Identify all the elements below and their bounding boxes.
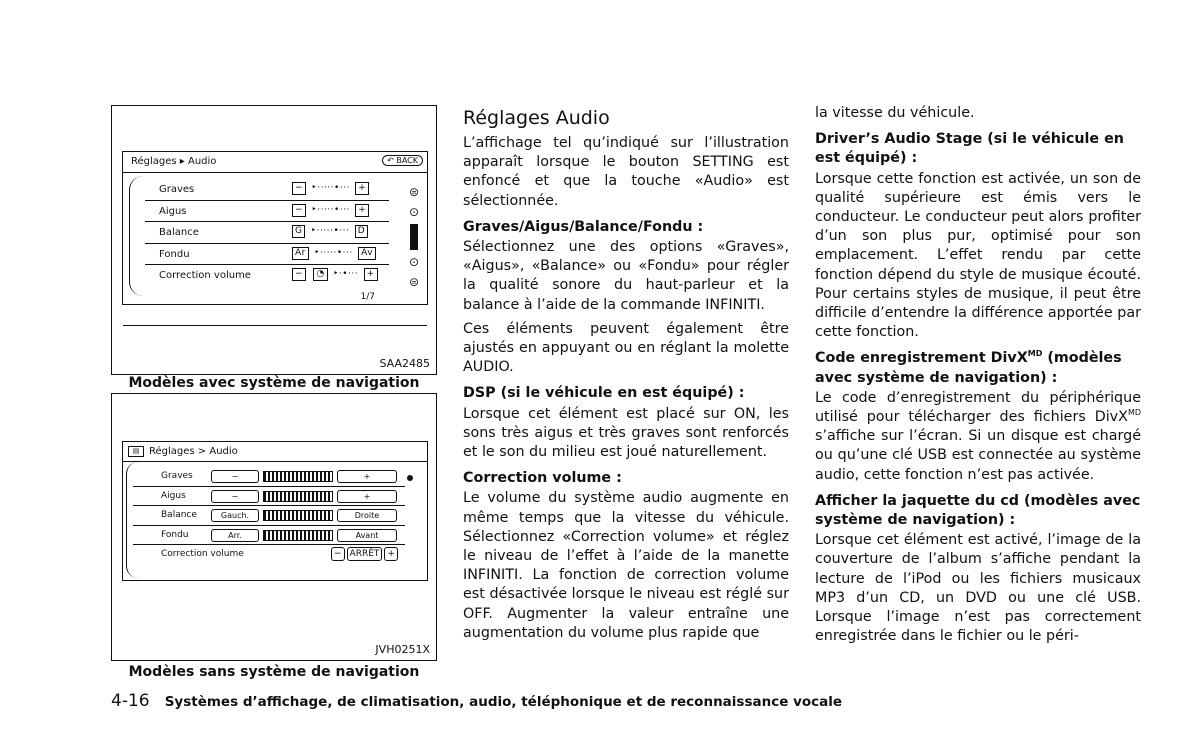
screen-illustration bbox=[122, 441, 428, 581]
subheading-divx: Code enregistrement DivX$^{MD}$ (modèles avec système de navigation) : bbox=[815, 349, 1122, 386]
page-down-icon: ⊜ bbox=[408, 275, 420, 289]
list-item: Balance Gauch. Droite bbox=[133, 506, 405, 526]
page-number: 4-16 bbox=[111, 691, 150, 711]
paragraph: Lorsque cet élément est activé, l’image de la couverture de l’album s’affiche pendant la lecture de l’iPod ou les fichiers musicaux MP3 d’un CD, un DVD ou une clé USB. Lorsque l’image n’est pas correctement enregistrée dans le fichier ou le péri- bbox=[815, 532, 1141, 645]
figure-code: SAA2485 bbox=[379, 357, 430, 370]
paragraph: Le code d’enregistrement du périphérique utilisé pour télécharger des fichiers DivX$^{MD}$ s’affiche sur l’écran. Si un disque est chargé ou qu’une clé USB est connectée au système audio, cette fonction n’est pas activée. bbox=[815, 389, 1141, 483]
settings-icon: ▤ bbox=[128, 446, 144, 457]
figure-caption: Modèles sans système de navigation bbox=[128, 664, 420, 680]
list-item: Fondu Ar ‣·····•··· Av bbox=[145, 244, 389, 266]
subheading-dsp: DSP (si le véhicule en est équipé) : bbox=[463, 385, 745, 402]
paragraph: Lorsque cet élément est placé sur ON, les sons très aigus et très graves sont renforcés et le son du milieu est joué naturellement. bbox=[463, 405, 789, 461]
intro-paragraph: L’affichage tel qu’indiqué sur l’illustration apparaît lorsque le bouton SETTING est enfoncé et que la touche «Audio» est sélectionnée. bbox=[463, 135, 789, 209]
settings-list bbox=[133, 467, 405, 565]
scroll-down-icon: ⊙ bbox=[408, 255, 420, 269]
list-item: Graves − ‣·····•··· + bbox=[145, 179, 389, 201]
page-indicator: 1/7 bbox=[360, 292, 375, 302]
list-item: Correction volume − ◔ ‣·•··· + bbox=[145, 265, 389, 287]
page-up-icon: ⊜ bbox=[408, 185, 420, 199]
list-item: Graves − + bbox=[133, 467, 405, 487]
paragraph: Sélectionnez une des options «Graves», «Aigus», «Balance» ou «Fondu» pour régler la qualité sonore du haut-parleur et la balance à l’aide de la commande INFINITI. bbox=[463, 239, 789, 313]
list-item: Correction volume − ARRÊT + bbox=[133, 545, 405, 565]
subheading-correction: Correction volume : bbox=[463, 470, 622, 487]
figure-caption: Modèles avec système de navigation bbox=[128, 375, 420, 391]
section-title: Réglages Audio bbox=[463, 107, 610, 129]
list-item: Aigus − ‣·····•··· + bbox=[145, 201, 389, 223]
screen-title: Réglages > Audio bbox=[149, 446, 238, 457]
scrollbar-thumb bbox=[410, 224, 418, 250]
figure-navigation-audio-screen bbox=[111, 105, 437, 375]
paragraph: Le volume du système audio augmente en même temps que la vitesse du véhicule. Sélectionnez «Correction volume» et réglez le niveau de l’effet à l’aide de la manette INFINITI. La fonction de correction volume est désactivée lorsque le niveau est réglé sur OFF. Augmenter la valeur entraîne une augmentation du volume plus rapide que bbox=[463, 490, 789, 641]
scroll-up-icon: ⊙ bbox=[408, 205, 420, 219]
level-bar bbox=[263, 510, 333, 521]
screen-illustration bbox=[122, 151, 428, 305]
cursor-dot bbox=[407, 475, 413, 481]
subheading-jaquette: Afficher la jaquette du cd (modèles avec système de navigation) : bbox=[815, 492, 1141, 529]
level-bar bbox=[263, 471, 333, 482]
back-button: ↶ BACK bbox=[382, 155, 423, 166]
level-bar bbox=[263, 491, 333, 502]
list-item: Fondu Arr. Avant bbox=[133, 526, 405, 546]
paragraph: la vitesse du véhicule. bbox=[815, 105, 975, 121]
list-item: Balance G ‣·····•··· D bbox=[145, 222, 389, 244]
list-item: Aigus − + bbox=[133, 487, 405, 507]
page-footer bbox=[111, 691, 842, 711]
screen-title: Réglages ▸ Audio bbox=[131, 156, 217, 167]
paragraph: Ces éléments peuvent également être ajustés en appuyant ou en réglant la molette AUDIO. bbox=[463, 320, 789, 376]
figure-code: JVH0251X bbox=[375, 643, 430, 656]
text-column-right bbox=[815, 104, 1141, 649]
level-bar bbox=[263, 530, 333, 541]
speedometer-icon: ◔ bbox=[313, 268, 327, 281]
subheading-graves: Graves/Aigus/Balance/Fondu : bbox=[463, 218, 704, 235]
text-column-middle bbox=[463, 106, 789, 646]
back-icon: ↶ bbox=[387, 156, 394, 165]
figure-no-navigation-audio-screen bbox=[111, 393, 437, 661]
subheading-audio-stage: Driver’s Audio Stage (si le véhicule en est équipé) : bbox=[815, 131, 1124, 167]
settings-list bbox=[145, 179, 389, 287]
scroll-controls bbox=[404, 182, 424, 292]
paragraph: Lorsque cette fonction est activée, un son de qualité supérieure est émis vers le conducteur. Le conducteur peut alors profiter d’un son plus pur, optimisé pour son emplacement. L’effet rendu par cette fonction dépend du style de musique écouté. Pour certains styles de musique, il peut être difficile d’entendre la différence apportée par cette fonction. bbox=[815, 170, 1141, 341]
chapter-title: Systèmes d’affichage, de climatisation, audio, téléphonique et de reconnaissance vocale bbox=[164, 694, 843, 710]
